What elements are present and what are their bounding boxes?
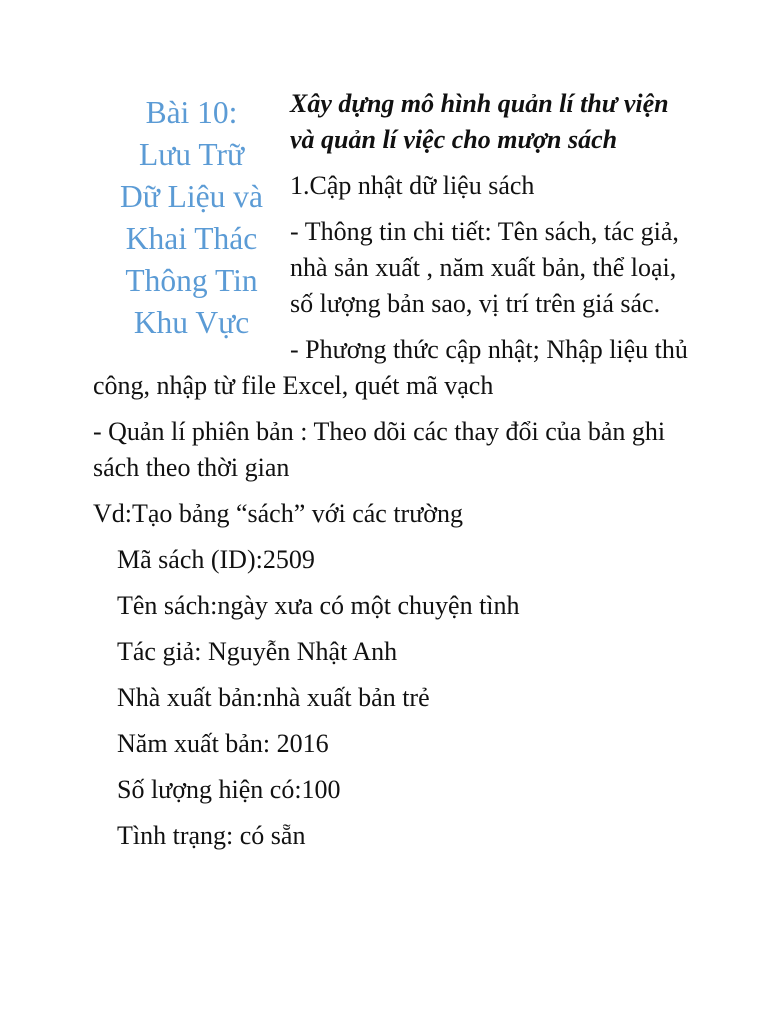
field-item: Tác giả: Nguyễn Nhật Anh — [117, 637, 398, 666]
paragraph: - Quản lí phiên bản : Theo dõi các thay đổi của bản ghi sách theo thời gian — [93, 417, 666, 482]
lesson-title-line: Bài 10: — [145, 95, 238, 130]
lesson-title-sidebar — [93, 92, 290, 344]
paragraph: Vd:Tạo bảng “sách” với các trường — [93, 499, 464, 528]
document-heading: Xây dựng mô hình quản lí thư viện và quản lí việc cho mượn sách — [290, 89, 669, 154]
lesson-title-line: Dữ Liệu và — [119, 179, 264, 214]
paragraph: - Phương thức cập nhật; Nhập liệu thủ công, nhập từ file Excel, quét mã vạch — [93, 335, 688, 400]
field-item: Mã sách (ID):2509 — [117, 545, 315, 574]
lesson-title-line: Lưu Trữ — [138, 137, 245, 172]
document-page — [93, 86, 693, 864]
field-item: Số lượng hiện có:100 — [117, 775, 341, 804]
field-item: Nhà xuất bản:nhà xuất bản trẻ — [117, 683, 430, 712]
field-item: Năm xuất bản: 2016 — [117, 729, 329, 758]
lesson-title-line: Thông Tin — [125, 263, 258, 298]
section-title: 1.Cập nhật dữ liệu sách — [290, 171, 535, 200]
lesson-title-line: Khai Thác — [125, 221, 258, 256]
lesson-title-line: Khu Vực — [133, 305, 250, 340]
field-item: Tên sách:ngày xưa có một chuyện tình — [117, 591, 520, 620]
paragraph: - Thông tin chi tiết: Tên sách, tác giả, nhà sản xuất , năm xuất bản, thể loại, số lượng bản sao, vị trí trên giá sác. — [290, 217, 679, 318]
field-item: Tình trạng: có sẵn — [117, 821, 306, 850]
